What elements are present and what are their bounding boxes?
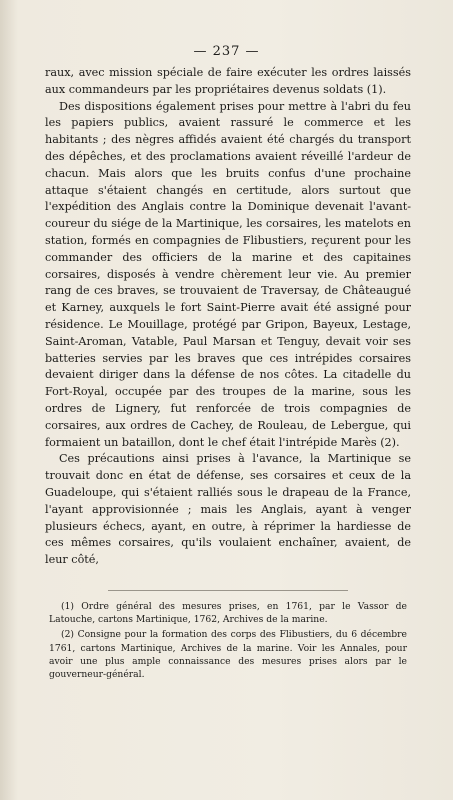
paragraph-continuation: raux, avec mission spéciale de faire exécuter les ordres laissés aux commandeurs par les propriétaires devenus soldats (1). [45,66,411,96]
paragraph-martinique-defense: Ces précautions ainsi prises à l'avance, la Martinique se trouvait donc en état de défense, ses corsaires et ceux de la Guadeloupe, qui s'étaient ralliés sous le drapeau de la France, l'ayant approvisionnée ; mais les Anglais, ayant à venger plusieurs échecs, ayant, en outre, à réprimer la hardiesse de ces mêmes corsaires, qu'ils voulaient enchaîner, avaient, de leur côté, [45,452,411,567]
footnote-divider [108,590,348,591]
paragraph-defense-preparations: Des dispositions également prises pour mettre à l'abri du feu les papiers publics, avaient rassuré le commerce et les habitants ; des nègres affidés avaient été chargés du transport des dépêches, et des proclamations avaient réveillé l'ardeur de chacun. Mais alors que les bruits confus d'une prochaine attaque s'étaient changés en certitude, alors surtout que l'expédition des Anglais contre la Dominique devenait l'avant-coureur du siége de la Martinique, les corsaires, les matelots en station, formés en compagnies de Flibustiers, reçurent pour les commander des officiers de la marine et des capitaines corsaires, disposés à vendre chèrement leur vie. Au premier rang de ces braves, se trouvaient de Traversay, de Châteaugué et Karney, auxquels le fort Saint-Pierre avait été assigné pour résidence. Le Mouillage, protégé par Gripon, Bayeux, Lestage, Saint-Aroman, Vatable, Paul Marsan et Tenguy, devait voir ses batteries servies par les braves que ces intrépides corsaires devaient diriger dans la défense de nos côtes. La citadelle du Fort-Royal, occupée par des troupes de la marine, sous les ordres de Lignery, fut renforcée de trois compagnies de corsaires, aux ordres de Cachey, de Rouleau, de Lebergue, qui formaient un bataillon, dont le chef était l'intrépide Marès (2). [45,99,411,449]
footnotes [49,600,407,683]
main-text [45,65,411,569]
footnote-2: (2) Consigne pour la formation des corps des Flibustiers, du 6 décembre 1761, cartons Martinique, Archives de la marine. Voir les Annales, pour avoir une plus ample connaissance des mesures prises alors par le gouverneur-général. [49,629,407,681]
page-number: — 237 — [193,44,260,59]
footnote-1: (1) Ordre général des mesures prises, en 1761, par le Vassor de Latouche, cartons Martinique, 1762, Archives de la marine. [49,601,407,626]
